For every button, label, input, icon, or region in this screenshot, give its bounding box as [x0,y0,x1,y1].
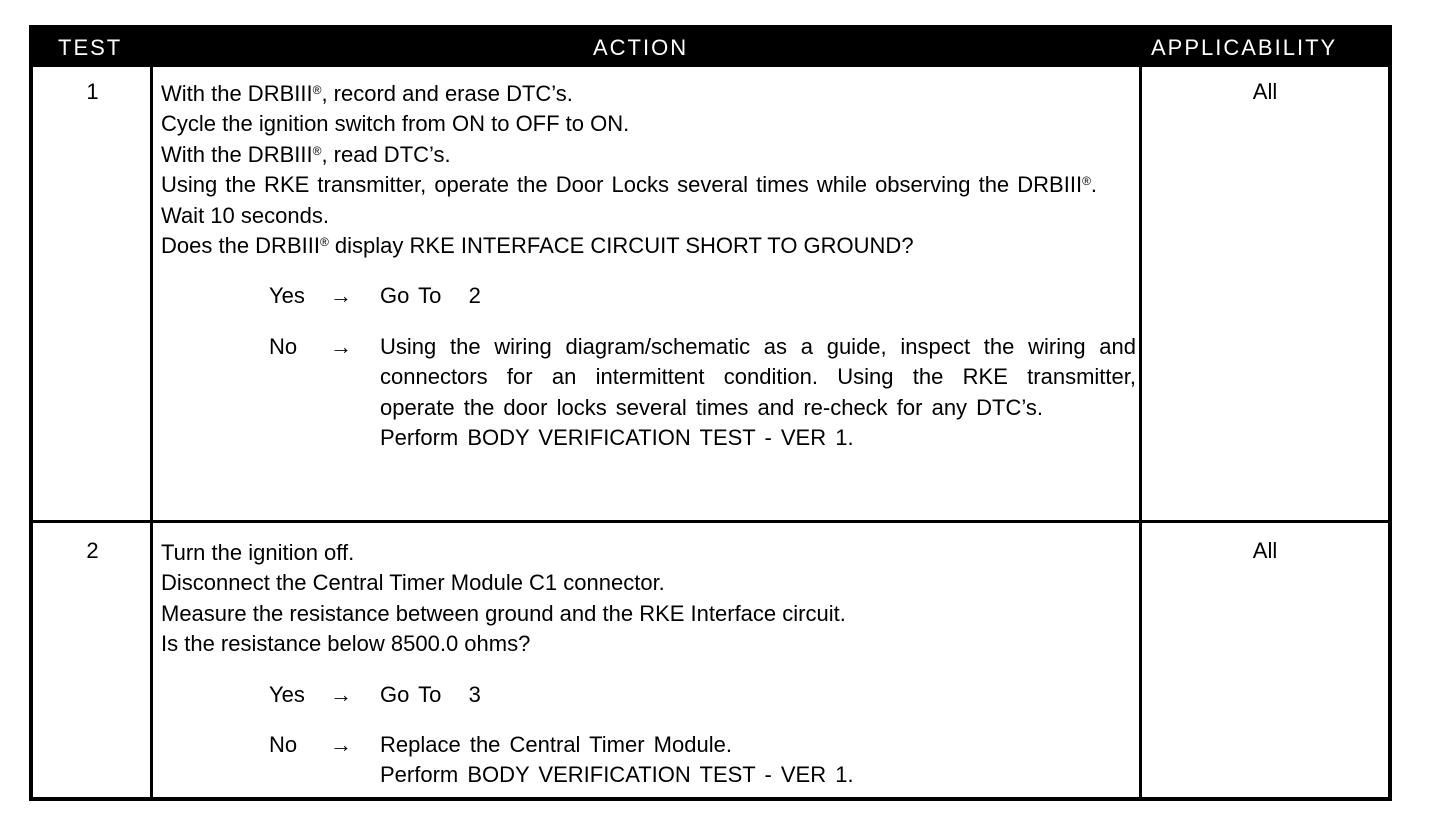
registered-mark: ® [1082,174,1091,189]
question-text: Is the resistance below 8500.0 ohms? [161,631,531,657]
arrow-right-icon: → [330,681,352,707]
yes-action: Go To 2 [380,283,481,309]
arrow-right-icon: → [330,333,352,359]
yes-branch [161,281,1136,311]
header-action: ACTION [593,35,689,60]
no-action: Replace the Central Timer Module. [380,732,732,758]
header-test: TEST [58,35,123,60]
no-followup: Perform BODY VERIFICATION TEST - VER 1. [380,762,854,788]
test-number-1: 1 [86,79,99,104]
applicability-2: All [1252,538,1278,563]
step-text: With the DRBIII®, record and erase DTC’s. [161,81,573,106]
step-text: Turn the ignition off. [161,540,355,565]
applicability-1: All [1252,79,1278,104]
registered-mark: ® [319,235,329,250]
step-text: Cycle the ignition switch from ON to OFF to ON. [161,111,630,137]
yes-branch [161,680,1136,710]
action-cell-1 [161,79,1136,453]
action-cell-2 [161,538,1136,791]
diagnostic-test-table [29,25,1392,801]
row-divider [33,520,1388,523]
step-text: Wait 10 seconds. [161,202,329,228]
no-label: No [269,732,298,758]
step-text: Using the RKE transmitter, operate the Door Locks several times while observing the DRBIII®. [161,172,1098,198]
test-number-2: 2 [86,538,99,563]
no-followup: Perform BODY VERIFICATION TEST - VER 1. [380,425,854,451]
arrow-right-icon: → [330,732,352,758]
question-text: Does the DRBIII® display RKE INTERFACE CIRCUIT SHORT TO GROUND? [161,233,914,259]
no-branch [161,730,1136,791]
column-divider-test [150,67,153,801]
no-action: Using the wiring diagram/schematic as a guide, inspect the wiring and connectors for an intermittent condition. Using the RKE transmitter, operate the door locks several times and re-check for any DTC’s. [380,333,1136,420]
arrow-right-icon: → [330,283,352,309]
registered-mark: ® [312,143,322,158]
no-branch [161,332,1136,454]
yes-label: Yes [269,283,305,309]
header-applicability: APPLICABILITY [1151,35,1338,60]
step-text: Measure the resistance between ground and the RKE Interface circuit. [161,600,846,626]
yes-action: Go To 3 [380,681,481,707]
yes-label: Yes [269,681,305,707]
table-header [33,29,1388,67]
step-text: Disconnect the Central Timer Module C1 connector. [161,570,665,596]
step-text: With the DRBIII®, read DTC’s. [161,141,451,167]
registered-mark: ® [312,83,322,97]
no-label: No [269,333,298,359]
column-divider-applicability [1139,67,1142,801]
